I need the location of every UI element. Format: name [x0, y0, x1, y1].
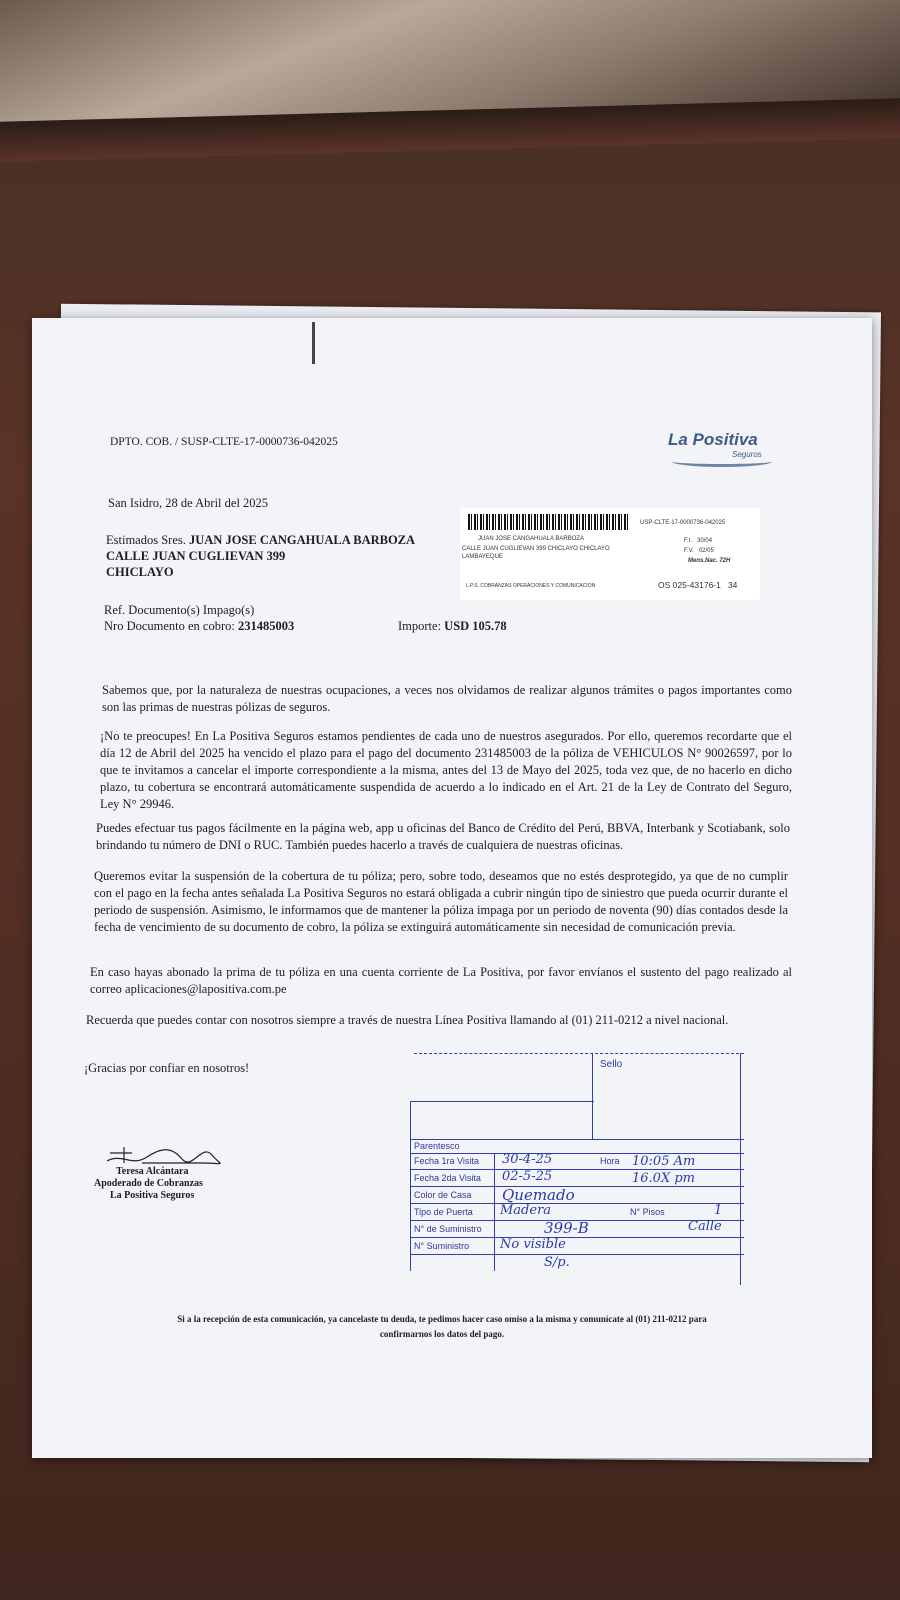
paragraph-4: Queremos evitar la suspensión de la cobertura de tu póliza; pero, sobre todo, deseamos que no estés desprotegido, ya que de no cumplir con el pago en la fecha antes señalada La Positiva Seguros no estará obligada a cubrir ningún tipo de siniestro que pueda ocurrir durante el periodo de suspensión. Asimismo, le informamos que de mantener la póliza impaga por un periodo de noventa (90) días contados desde la fecha de vencimiento de su documento de cobro, la póliza se extinguirá automáticamente sin necesidad de comunicación previa.: [94, 869, 788, 934]
hw-visita2: 02-5-25: [502, 1169, 553, 1184]
visit-stamp: [404, 1053, 744, 1303]
hw-hora1: 10:05 Am: [632, 1154, 696, 1169]
label-fv: F.V. 02/05: [684, 548, 714, 554]
stamp-row-suministro-2: N° Suministro: [414, 1241, 470, 1251]
company-logo-sub: Seguros: [732, 450, 762, 459]
footer-line-1: Si a la recepción de esta comunicación, ya cancelaste tu deuda, te pedimos hacer caso omiso a la misma y comunícate al (01) 211-0212 para: [177, 1314, 707, 1324]
paragraph-1: Sabemos que, por la naturaleza de nuestras ocupaciones, a veces nos olvidamos de realizar algunos trámites o pagos importantes como son las primas de nuestras pólizas de seguros.: [102, 683, 792, 714]
label-region: LAMBAYEQUE: [462, 554, 503, 560]
thanks-line: ¡Gracias por confiar en nosotros!: [84, 1061, 250, 1075]
label-name: JUAN JOSE CANGAHUALA BARBOZA: [478, 536, 585, 542]
recipient-address: CALLE JUAN CUGLIEVAN 399: [106, 549, 286, 563]
hw-numero: 399-B: [544, 1219, 589, 1237]
label-os: OS 025-43176-1 34: [658, 580, 738, 590]
stamp-row-puerta: Tipo de Puerta: [414, 1207, 473, 1217]
recipient-city: CHICLAYO: [106, 565, 174, 579]
reference-code: DPTO. COB. / SUSP-CLTE-17-0000736-042025: [110, 436, 338, 448]
paragraph-6: Recuerda que puedes contar con nosotros siempre a través de nuestra Línea Positiva llamando al (01) 211-0212 a nivel nacional.: [86, 1013, 729, 1027]
recipient-name: JUAN JOSE CANGAHUALA BARBOZA: [188, 533, 416, 547]
stamp-row-color: Color de Casa: [414, 1190, 472, 1200]
hw-puerta: Madera: [500, 1203, 552, 1218]
salutation: Estimados Sres.: [106, 533, 186, 547]
mail-label: [460, 508, 760, 600]
date-line: San Isidro, 28 de Abril del 2025: [108, 496, 269, 510]
signer-company: La Positiva Seguros: [110, 1190, 195, 1201]
stamp-row-visita1: Fecha 1ra Visita: [414, 1156, 479, 1166]
letter-document: [32, 318, 872, 1458]
footer-note: [92, 1312, 792, 1342]
doc-number-line: Nro Documento en cobro: 231485003: [104, 619, 295, 633]
barcode-icon: [468, 514, 628, 530]
hw-suministro: No visible: [500, 1237, 566, 1252]
company-logo: La Positiva: [668, 430, 758, 449]
label-mens: Mens.Nac. 72H: [688, 558, 731, 564]
hw-calle: Calle: [688, 1219, 722, 1234]
hw-color: Quemado: [502, 1186, 575, 1204]
stamp-row-suministro: N° de Suministro: [414, 1224, 482, 1234]
hw-pisos: 1: [714, 1203, 723, 1218]
paragraph-5: En caso hayas abonado la prima de tu póliza en una cuenta corriente de La Positiva, por favor envíanos el sustento del pago realizado al correo aplicaciones@lapositiva.com.pe: [90, 965, 792, 996]
hw-visita1: 30-4-25: [502, 1152, 553, 1167]
label-address: CALLE JUAN CUGLIEVAN 399 CHICLAYO CHICLAYO: [462, 546, 610, 552]
stamp-row-visita2: Fecha 2da Visita: [414, 1173, 481, 1183]
paragraph-2: ¡No te preocupes! En La Positiva Seguros estamos pendientes de cada uno de nuestros asegurados. Por ello, queremos recordarte que el día 12 de Abril del 2025 ha vencido el plazo para el pago del documento 231485003 de la póliza de VEHICULOS N° 90026597, por lo que te invitamos a cancelar el importe correspondiente a la misma, antes del 13 de Mayo del 2025, toda vez que, de no hacerlo en dicho plazo, tu cobertura se encontrará automáticamente suspendida de acuerdo a lo indicado en el Art. 21 de la Ley de Contrato del Seguro, Ley N° 29946.: [100, 729, 792, 811]
label-dept: L.P.S. COBRANZAS OPERACIONES Y COMUNICACION: [466, 583, 596, 589]
label-fi: F.I. 30/04: [684, 538, 713, 544]
signer-name: Teresa Alcántara: [116, 1166, 189, 1177]
hw-hora2: 16.0X pm: [632, 1171, 695, 1186]
label-code: USP-CLTE-17-0000736-042025: [640, 520, 726, 526]
amount-line: Importe: USD 105.78: [398, 619, 507, 633]
stamp-hora-label: Hora: [600, 1156, 620, 1166]
stamp-pisos-label: N° Pisos: [630, 1207, 665, 1217]
pen-mark: [312, 322, 315, 364]
footer-line-2: confirmarnos los datos del pago.: [379, 1329, 505, 1339]
stamp-sello-label: Sello: [600, 1059, 623, 1070]
stamp-row-parentesco: Parentesco: [414, 1141, 460, 1151]
reference-line: Ref. Documento(s) Impago(s): [104, 603, 255, 617]
hw-obs: S/p.: [544, 1255, 570, 1270]
recipient-block: [106, 533, 415, 548]
paragraph-3: Puedes efectuar tus pagos fácilmente en la página web, app u oficinas del Banco de Crédito del Perú, BBVA, Interbank y Scotiabank, solo brindando tu número de DNI o RUC. También puedes hacerlo a través de cualquiera de nuestras oficinas.: [96, 821, 790, 852]
signer-role: Apoderado de Cobranzas: [94, 1178, 203, 1189]
logo-swoosh-icon: [672, 456, 772, 467]
